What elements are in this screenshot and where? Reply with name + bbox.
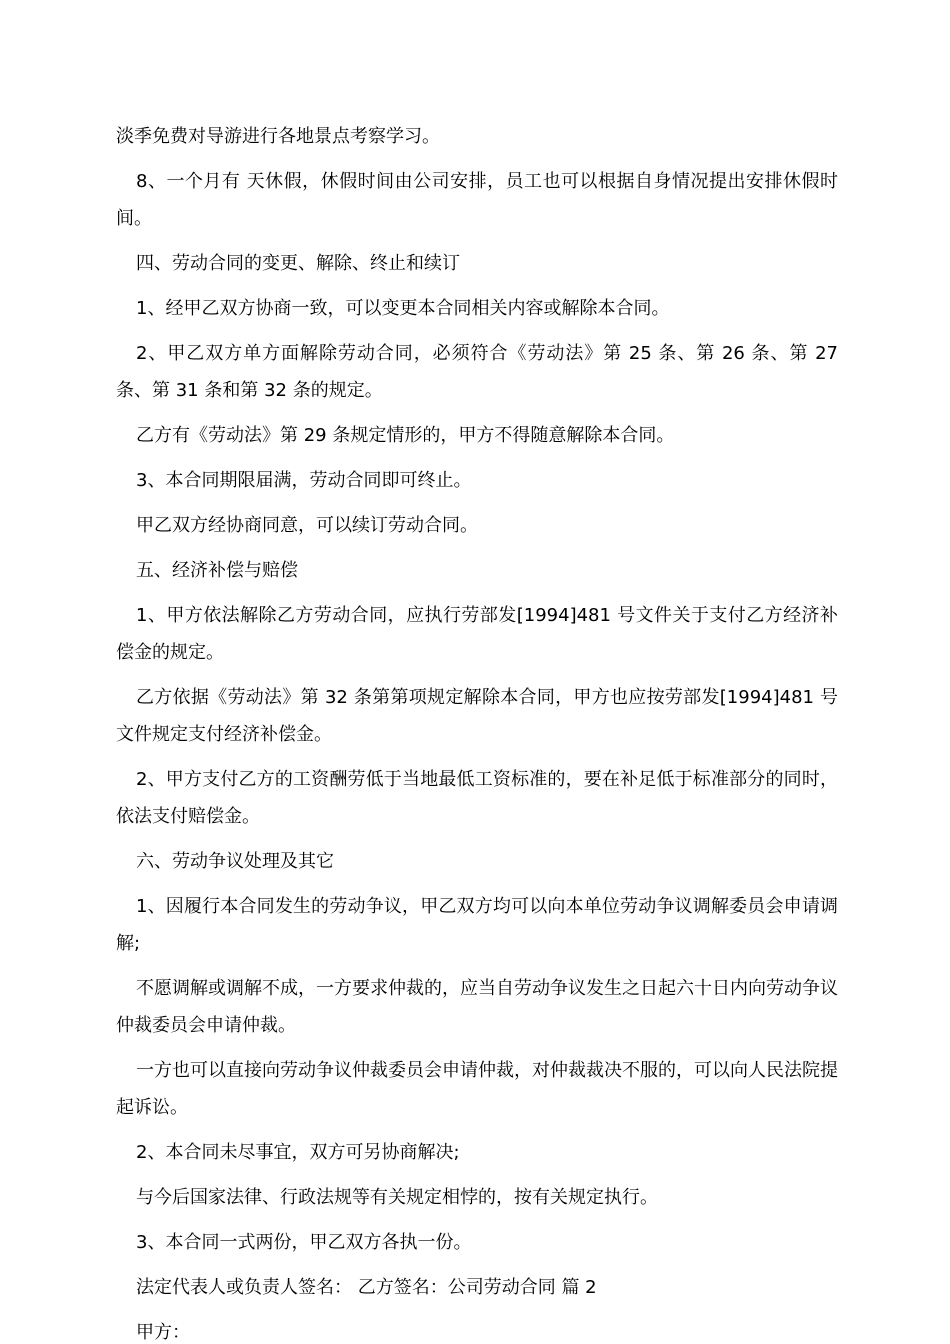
paragraph-6: 乙方有《劳动法》第 29 条规定情形的，甲方不得随意解除本合同。 [136,425,675,446]
section-heading-6: 六、劳动争议处理及其它 [136,851,334,872]
paragraph-12: 2、甲方支付乙方的工资酬劳低于当地最低工资标准的，要在补足低于标准部分的同时，依法支付赔偿金。 [116,769,838,827]
paragraph-8: 甲乙双方经协商同意，可以续订劳动合同。 [136,515,478,536]
paragraph-16: 一方也可以直接向劳动争议仲裁委员会申请仲裁，对仲裁裁决不服的，可以向人民法院提起诉讼。 [116,1060,838,1118]
paragraph-19: 3、本合同一式两份，甲乙双方各执一份。 [136,1232,472,1253]
paragraph-5: 2、甲乙双方单方面解除劳动合同，必须符合《劳动法》第 25 条、第 26 条、第 27 条、第 31 条和第 32 条的规定。 [116,343,838,401]
paragraph-11: 乙方依据《劳动法》第 32 条第第项规定解除本合同，甲方也应按劳部发[1994]481 号文件规定支付经济补偿金。 [116,687,838,745]
document-body [116,118,838,1344]
paragraph-1: 淡季免费对导游进行各地景点考察学习。 [116,126,440,147]
paragraph-7: 3、本合同期限届满，劳动合同即可终止。 [136,470,472,491]
paragraph-10: 1、甲方依法解除乙方劳动合同，应执行劳部发[1994]481 号文件关于支付乙方经济补偿金的规定。 [116,605,838,663]
paragraph-2: 8、一个月有 天休假，休假时间由公司安排，员工也可以根据自身情况提出安排休假时间。 [116,171,838,229]
party-a-label: 甲方： [136,1322,190,1343]
section-heading-4: 四、劳动合同的变更、解除、终止和续订 [136,253,460,274]
paragraph-18: 与今后国家法律、行政法规等有关规定相悖的，按有关规定执行。 [136,1187,658,1208]
section-heading-5: 五、经济补偿与赔偿 [136,560,298,581]
paragraph-4: 1、经甲乙双方协商一致，可以变更本合同相关内容或解除本合同。 [136,298,670,319]
paragraph-17: 2、本合同未尽事宜，双方可另协商解决; [136,1142,460,1163]
signature-line: 法定代表人或负责人签名： 乙方签名：公司劳动合同 篇 2 [136,1277,597,1298]
paragraph-15: 不愿调解或调解不成，一方要求仲裁的，应当自劳动争议发生之日起六十日内向劳动争议仲裁委员会申请仲裁。 [116,978,838,1036]
paragraph-14: 1、因履行本合同发生的劳动争议，甲乙双方均可以向本单位劳动争议调解委员会申请调解; [116,896,838,954]
